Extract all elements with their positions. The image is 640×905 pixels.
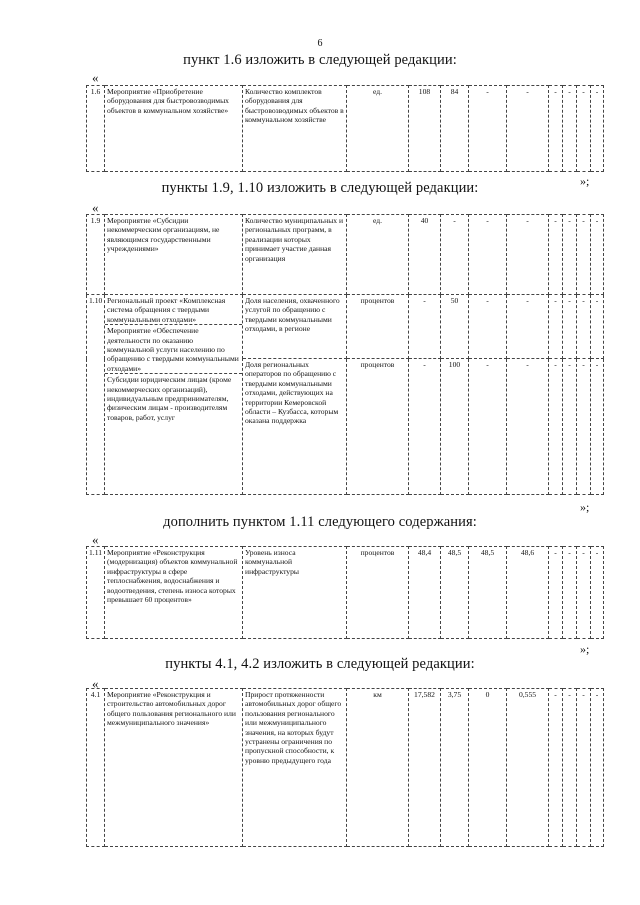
closing-quote: »; (580, 500, 590, 514)
value-cell: - (469, 215, 507, 295)
value-cell: 0 (469, 689, 507, 847)
value-cell: 17,582 (409, 689, 441, 847)
page-number: 6 (317, 38, 323, 49)
value-cell: - (577, 86, 591, 172)
event-cell: Мероприятие «Реконструкция и строительство автомобильных дорог общего пользования регионального или межмуниципального значения» (105, 689, 243, 847)
opening-quote: « (92, 676, 99, 691)
value-cell: - (563, 547, 577, 639)
value-cell: - (577, 689, 591, 847)
value-cell: 48,5 (441, 547, 469, 639)
value-cell: 48,6 (507, 547, 549, 639)
section-heading-4-1-4-2: пункты 4.1, 4.2 изложить в следующей редакции: (165, 656, 475, 672)
value-cell: - (549, 359, 563, 495)
value-cell: - (591, 547, 604, 639)
item-number: 4.1 (87, 689, 105, 847)
value-cell: - (577, 547, 591, 639)
value-cell: - (549, 547, 563, 639)
value-cell: - (591, 215, 604, 295)
value-cell: - (577, 359, 591, 495)
indicator-cell: Доля населения, охваченного услугой по обращению с твердыми коммунальными отходами, в регионе (243, 295, 347, 359)
value-cell: - (577, 215, 591, 295)
value-cell: - (577, 295, 591, 359)
value-cell: - (507, 295, 549, 359)
value-cell: 100 (441, 359, 469, 495)
unit-cell: км (347, 689, 409, 847)
section-heading-1-6: пункт 1.6 изложить в следующей редакции: (183, 52, 457, 68)
value-cell: - (549, 689, 563, 847)
unit-cell: процентов (347, 547, 409, 639)
value-cell: - (507, 215, 549, 295)
unit-cell: процентов (347, 359, 409, 495)
value-cell: - (563, 689, 577, 847)
opening-quote: « (92, 532, 99, 547)
value-cell: - (591, 86, 604, 172)
indicator-cell: Количество муниципальных и региональных программ, в реализации которых принимает участие данная организация (243, 215, 347, 295)
table-row (87, 86, 604, 172)
indicator-cell: Доля региональных операторов по обращению с твердыми коммунальными отходами, действующих на территории Кемеровской области – Кузбасса, которым оказана поддержка (243, 359, 347, 495)
value-cell: 48,4 (409, 547, 441, 639)
value-cell: 3,75 (441, 689, 469, 847)
value-cell: 84 (441, 86, 469, 172)
table-row (87, 215, 604, 295)
indicator-cell: Количество комплектов оборудования для быстровозводимых объектов в коммунальном хозяйстве (243, 86, 347, 172)
table-items-1-9-1-10 (86, 214, 604, 495)
item-number: 1.10 (87, 295, 105, 495)
table-item-4-1 (86, 688, 604, 847)
unit-cell: ед. (347, 215, 409, 295)
value-cell: - (549, 86, 563, 172)
value-cell: - (469, 359, 507, 495)
value-cell: - (507, 86, 549, 172)
indicator-cell: Уровень износа коммунальной инфраструктуры (243, 547, 347, 639)
value-cell: 48,5 (469, 547, 507, 639)
value-cell: - (441, 215, 469, 295)
item-number: 1.9 (87, 215, 105, 295)
item-number: 1.6 (87, 86, 105, 172)
value-cell: 108 (409, 86, 441, 172)
value-cell: - (469, 86, 507, 172)
event-text: Мероприятие «Обеспечение деятельности по оказанию коммунальной услуги населению по обращению с твердыми коммунальными отходами» (105, 324, 242, 373)
subsidy-text: Субсидии юридическим лицам (кроме некоммерческих организаций), индивидуальным предпринимателям, физическим лицам - производителям товаров, работ, услуг (105, 373, 242, 422)
table-row (87, 689, 604, 847)
value-cell: - (591, 689, 604, 847)
regional-project-text: Региональный проект «Комплексная система обращения с твердыми коммунальными отходами» (107, 296, 226, 324)
value-cell: - (563, 295, 577, 359)
table-item-1-6 (86, 85, 604, 172)
event-cell: Мероприятие «Субсидии некоммерческим организациям, не являющимся государственными учреждениями» (105, 215, 243, 295)
value-cell: 0,555 (507, 689, 549, 847)
event-cell: Мероприятие «Приобретение оборудования для быстровозводимых объектов в коммунальном хозяйстве» (105, 86, 243, 172)
closing-quote: »; (580, 174, 590, 188)
table-row (87, 547, 604, 639)
opening-quote: « (92, 200, 99, 215)
value-cell: - (549, 215, 563, 295)
indicator-cell: Прирост протяженности автомобильных дорог общего пользования регионального или межмуниципального значения, на которых будут устранены ограничения по пропускной способности, к уровню предыдущего года (243, 689, 347, 847)
section-heading-1-11: дополнить пунктом 1.11 следующего содержания: (163, 514, 477, 530)
value-cell: - (549, 295, 563, 359)
value-cell: - (409, 359, 441, 495)
closing-quote: »; (580, 642, 590, 656)
value-cell: - (591, 359, 604, 495)
unit-cell: ед. (347, 86, 409, 172)
value-cell: - (563, 215, 577, 295)
value-cell: 50 (441, 295, 469, 359)
item-number: 1.11 (87, 547, 105, 639)
event-cell: Мероприятие «Реконструкция (модернизация) объектов коммунальной инфраструктуры в сфере теплоснабжения, водоснабжения и водоотведения, степень износа которых превышает 60 процентов» (105, 547, 243, 639)
value-cell: - (409, 295, 441, 359)
value-cell: - (507, 359, 549, 495)
unit-cell: процентов (347, 295, 409, 359)
value-cell: - (591, 295, 604, 359)
event-cell (105, 295, 243, 495)
table-row (87, 295, 604, 359)
section-heading-1-9-1-10: пункты 1.9, 1.10 изложить в следующей редакции: (161, 180, 479, 196)
value-cell: - (563, 86, 577, 172)
value-cell: 40 (409, 215, 441, 295)
opening-quote: « (92, 70, 99, 85)
table-item-1-11 (86, 546, 604, 639)
value-cell: - (469, 295, 507, 359)
value-cell: - (563, 359, 577, 495)
